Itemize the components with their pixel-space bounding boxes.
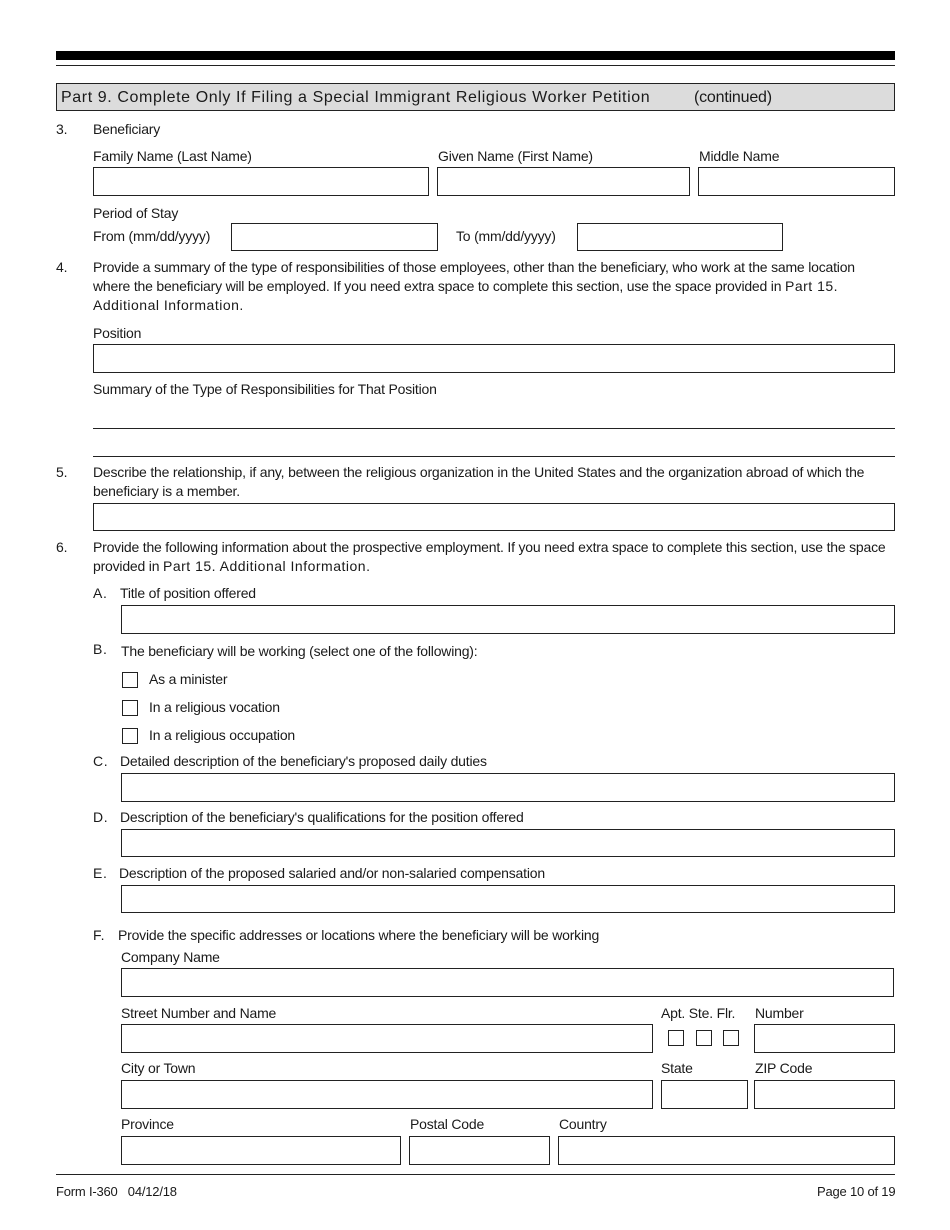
summary-line-1[interactable] [93,428,895,429]
religious-vocation-label: In a religious vocation [149,699,280,715]
q6e-letter: E. [93,865,108,881]
position-label: Position [93,325,142,341]
religious-occupation-checkbox[interactable] [122,728,138,744]
q6-number: 6. [56,539,68,555]
q6c-label: Detailed description of the beneficiary's proposed daily duties [120,753,487,769]
to-date-field[interactable] [577,223,783,251]
daily-duties-field[interactable] [121,773,895,802]
religious-vocation-checkbox[interactable] [122,700,138,716]
flr-checkbox[interactable] [723,1030,739,1046]
religious-occupation-label: In a religious occupation [149,727,295,743]
from-date-field[interactable] [231,223,438,251]
footer-page-number: Page 10 of 19 [817,1184,896,1199]
city-label: City or Town [121,1060,196,1076]
q6b-label: The beneficiary will be working (select one of the following): [121,643,478,659]
q3-number: 3. [56,121,68,137]
q6d-label: Description of the beneficiary's qualifications for the position offered [120,809,524,825]
middle-name-field[interactable] [698,167,895,196]
q6-reference: Part 15. Additional Information [163,558,367,574]
postal-code-label: Postal Code [410,1116,485,1132]
q3-label: Beneficiary [93,121,161,137]
footer-rule [56,1174,895,1175]
street-field[interactable] [121,1024,653,1053]
top-thin-rule [56,65,895,66]
q4-text-body: Provide a summary of the type of responsibilities of those employees, other than the beneficiary, who work at the same location where the beneficiary will be employed. If you need extra space to complete this section, use the space provided in [93,259,855,294]
country-field[interactable] [558,1136,895,1165]
ste-checkbox[interactable] [696,1030,712,1046]
minister-checkbox[interactable] [122,672,138,688]
q6-text [93,538,895,576]
province-label: Province [121,1116,174,1132]
company-name-label: Company Name [121,949,220,965]
top-thick-rule [56,51,895,60]
summary-label: Summary of the Type of Responsibilities for That Position [93,381,437,397]
q4-reference: Part 15. Additional Information [93,278,839,313]
q5-text: Describe the relationship, if any, between the religious organization in the United States and the organization abroad of which the beneficiary is a member. [93,464,865,499]
q6-text-body: Provide the following information about the prospective employment. If you need extra space to complete this section, use the space provided in [93,539,886,574]
minister-label: As a minister [149,671,228,687]
number-label: Number [755,1005,804,1021]
q4-text [93,258,895,315]
compensation-field[interactable] [121,885,895,913]
middle-name-label: Middle Name [699,148,780,164]
q4-period: . [239,297,244,313]
q4-number: 4. [56,259,68,275]
zip-field[interactable] [754,1080,895,1109]
family-name-field[interactable] [93,167,429,196]
q6a-label: Title of position offered [120,585,256,601]
part-header [56,83,895,111]
relationship-field[interactable] [93,503,895,531]
part-title: Part 9. Complete Only If Filing a Special Immigrant Religious Worker Petition [61,89,651,106]
state-label: State [661,1060,693,1076]
unit-number-field[interactable] [754,1024,895,1053]
q6e-label: Description of the proposed salaried and/or non-salaried compensation [119,865,545,881]
q6-period: . [366,558,370,574]
postal-code-field[interactable] [409,1136,550,1165]
summary-line-2[interactable] [93,456,895,457]
q6f-label: Provide the specific addresses or locations where the beneficiary will be working [118,927,600,943]
q6a-letter: A. [93,585,108,601]
family-name-label: Family Name (Last Name) [93,148,252,164]
period-of-stay-label: Period of Stay [93,205,179,221]
given-name-field[interactable] [437,167,690,196]
street-label: Street Number and Name [121,1005,277,1021]
footer-form-id: Form I-360 04/12/18 [56,1184,177,1199]
q6b-letter: B. [93,641,108,657]
city-field[interactable] [121,1080,653,1109]
q6f-letter: F. [93,927,106,943]
part-suffix: (continued) [694,89,772,106]
zip-label: ZIP Code [755,1060,813,1076]
from-date-label: From (mm/dd/yyyy) [93,228,211,244]
state-field[interactable] [661,1080,748,1109]
to-date-label: To (mm/dd/yyyy) [456,228,556,244]
q5-number: 5. [56,464,68,480]
country-label: Country [559,1116,607,1132]
province-field[interactable] [121,1136,401,1165]
q6d-letter: D. [93,809,109,825]
position-title-field[interactable] [121,605,895,634]
given-name-label: Given Name (First Name) [438,148,593,164]
q6c-letter: C. [93,753,109,769]
position-field[interactable] [93,344,895,373]
apt-checkbox[interactable] [668,1030,684,1046]
company-name-field[interactable] [121,968,894,997]
apt-ste-flr-label: Apt. Ste. Flr. [661,1005,736,1021]
qualifications-field[interactable] [121,829,895,857]
